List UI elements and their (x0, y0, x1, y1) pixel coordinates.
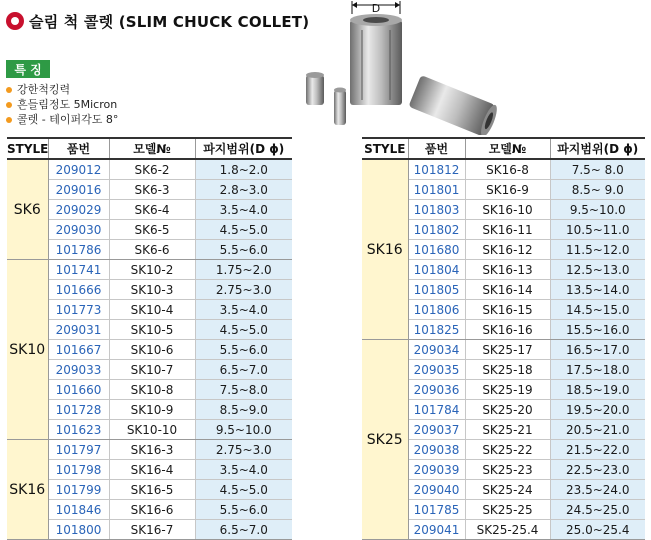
range-cell: 4.5~5.0 (195, 220, 292, 240)
table-row (7, 220, 292, 240)
model-cell: SK25-25 (465, 500, 550, 520)
model-cell: SK10-6 (109, 340, 195, 360)
code-cell: 209016 (48, 180, 109, 200)
code-cell: 101784 (408, 400, 465, 420)
code-cell: 101801 (408, 180, 465, 200)
table-row (7, 360, 292, 380)
code-cell: 101846 (48, 500, 109, 520)
title-row (6, 8, 309, 34)
code-cell: 101799 (48, 480, 109, 500)
table-row (7, 240, 292, 260)
feature-list (6, 82, 118, 127)
code-cell: 101806 (408, 300, 465, 320)
model-cell: SK10-8 (109, 380, 195, 400)
collet-product-image (300, 0, 500, 135)
right-table-body (362, 159, 645, 540)
range-cell: 16.5~17.0 (550, 340, 645, 360)
range-cell: 5.5~6.0 (195, 240, 292, 260)
table-row (7, 320, 292, 340)
range-cell: 2.75~3.0 (195, 280, 292, 300)
model-cell: SK16-9 (465, 180, 550, 200)
model-cell: SK16-8 (465, 159, 550, 180)
brand-logo-icon (6, 12, 24, 30)
style-cell: SK16 (362, 159, 408, 340)
page-title: 슬림 척 콜렛 (SLIM CHUCK COLLET) (29, 12, 310, 31)
model-cell: SK10-2 (109, 260, 195, 280)
model-cell: SK6-3 (109, 180, 195, 200)
small-collet-icon (306, 75, 324, 105)
model-cell: SK16-12 (465, 240, 550, 260)
feature-text: 강한척킹력 (17, 83, 71, 96)
col-range-header: 파지범위(D ϕ) (550, 138, 645, 159)
code-cell: 209039 (408, 460, 465, 480)
model-cell: SK16-6 (109, 500, 195, 520)
code-cell: 209036 (408, 380, 465, 400)
table-row (7, 420, 292, 440)
range-cell: 8.5~ 9.0 (550, 180, 645, 200)
code-cell: 101773 (48, 300, 109, 320)
col-code-header: 품번 (48, 138, 109, 159)
table-row (7, 460, 292, 480)
code-cell: 101728 (48, 400, 109, 420)
code-cell: 101797 (48, 440, 109, 460)
model-cell: SK10-10 (109, 420, 195, 440)
code-cell: 101667 (48, 340, 109, 360)
model-cell: SK25-23 (465, 460, 550, 480)
large-collet-icon (350, 20, 402, 105)
model-cell: SK16-14 (465, 280, 550, 300)
table-row (7, 159, 292, 180)
code-cell: 101802 (408, 220, 465, 240)
range-cell: 15.5~16.0 (550, 320, 645, 340)
left-spec-table (7, 137, 292, 540)
code-cell: 101825 (408, 320, 465, 340)
feature-item (6, 82, 118, 97)
model-cell: SK25-19 (465, 380, 550, 400)
dimension-label: D (371, 2, 381, 15)
range-cell: 9.5~10.0 (550, 200, 645, 220)
code-cell: 101812 (408, 159, 465, 180)
col-code-header: 품번 (408, 138, 465, 159)
range-cell: 3.5~4.0 (195, 460, 292, 480)
code-cell: 101680 (408, 240, 465, 260)
code-cell: 101798 (48, 460, 109, 480)
col-style-header: STYLE (7, 138, 48, 159)
model-cell: SK25-17 (465, 340, 550, 360)
range-cell: 2.8~3.0 (195, 180, 292, 200)
model-cell: SK10-5 (109, 320, 195, 340)
model-cell: SK6-2 (109, 159, 195, 180)
model-cell: SK16-13 (465, 260, 550, 280)
bullet-icon (6, 102, 12, 108)
model-cell: SK16-4 (109, 460, 195, 480)
code-cell: 209037 (408, 420, 465, 440)
model-cell: SK25-20 (465, 400, 550, 420)
model-cell: SK6-6 (109, 240, 195, 260)
range-cell: 3.5~4.0 (195, 300, 292, 320)
model-cell: SK6-4 (109, 200, 195, 220)
range-cell: 11.5~12.0 (550, 240, 645, 260)
range-cell: 8.5~9.0 (195, 400, 292, 420)
code-cell: 101785 (408, 500, 465, 520)
code-cell: 101786 (48, 240, 109, 260)
model-cell: SK16-5 (109, 480, 195, 500)
col-model-header: 모델№ (109, 138, 195, 159)
range-cell: 19.5~20.0 (550, 400, 645, 420)
model-cell: SK10-9 (109, 400, 195, 420)
code-cell: 101660 (48, 380, 109, 400)
code-cell: 101803 (408, 200, 465, 220)
range-cell: 24.5~25.0 (550, 500, 645, 520)
table-row (7, 340, 292, 360)
range-cell: 5.5~6.0 (195, 340, 292, 360)
table-row (7, 300, 292, 320)
table-row (7, 500, 292, 520)
range-cell: 2.75~3.0 (195, 440, 292, 460)
model-cell: SK16-3 (109, 440, 195, 460)
range-cell: 21.5~22.0 (550, 440, 645, 460)
code-cell: 209040 (408, 480, 465, 500)
col-style-header: STYLE (362, 138, 408, 159)
feature-item (6, 97, 118, 112)
range-cell: 18.5~19.0 (550, 380, 645, 400)
table-row (362, 159, 645, 180)
range-cell: 17.5~18.0 (550, 360, 645, 380)
model-cell: SK25-21 (465, 420, 550, 440)
model-cell: SK25-25.4 (465, 520, 550, 540)
model-cell: SK10-3 (109, 280, 195, 300)
col-model-header: 모델№ (465, 138, 550, 159)
range-cell: 5.5~6.0 (195, 500, 292, 520)
model-cell: SK25-22 (465, 440, 550, 460)
bullet-icon (6, 87, 12, 93)
feature-text: 흔들림정도 5Micron (17, 98, 118, 111)
range-cell: 3.5~4.0 (195, 200, 292, 220)
right-spec-table (362, 137, 645, 540)
left-table-body (7, 159, 292, 540)
range-cell: 23.5~24.0 (550, 480, 645, 500)
code-cell: 101800 (48, 520, 109, 540)
feature-item (6, 112, 118, 127)
range-cell: 9.5~10.0 (195, 420, 292, 440)
model-cell: SK6-5 (109, 220, 195, 240)
range-cell: 14.5~15.0 (550, 300, 645, 320)
range-cell: 10.5~11.0 (550, 220, 645, 240)
code-cell: 101804 (408, 260, 465, 280)
model-cell: SK16-7 (109, 520, 195, 540)
code-cell: 101623 (48, 420, 109, 440)
range-cell: 13.5~14.0 (550, 280, 645, 300)
range-cell: 4.5~5.0 (195, 320, 292, 340)
code-cell: 209038 (408, 440, 465, 460)
code-cell: 209035 (408, 360, 465, 380)
model-cell: SK10-4 (109, 300, 195, 320)
feature-text: 콜렛 - 테이퍼각도 8° (17, 113, 119, 126)
table-row (7, 440, 292, 460)
table-row (7, 260, 292, 280)
model-cell: SK25-18 (465, 360, 550, 380)
code-cell: 209029 (48, 200, 109, 220)
code-cell: 209041 (408, 520, 465, 540)
model-cell: SK16-15 (465, 300, 550, 320)
features-badge: 특 징 (6, 60, 50, 78)
code-cell: 209031 (48, 320, 109, 340)
range-cell: 6.5~7.0 (195, 360, 292, 380)
table-row (7, 180, 292, 200)
code-cell: 209030 (48, 220, 109, 240)
table-row (7, 200, 292, 220)
range-cell: 6.5~7.0 (195, 520, 292, 540)
model-cell: SK25-24 (465, 480, 550, 500)
table-header-row (7, 138, 292, 159)
range-cell: 12.5~13.0 (550, 260, 645, 280)
code-cell: 101741 (48, 260, 109, 280)
code-cell: 101805 (408, 280, 465, 300)
range-cell: 4.5~5.0 (195, 480, 292, 500)
table-header-row (362, 138, 645, 159)
table-row (7, 280, 292, 300)
table-row (7, 480, 292, 500)
tiny-collet-icon (334, 90, 346, 125)
code-cell: 209012 (48, 159, 109, 180)
style-cell: SK25 (362, 340, 408, 540)
model-cell: SK16-16 (465, 320, 550, 340)
style-cell: SK6 (7, 159, 48, 260)
style-cell: SK16 (7, 440, 48, 540)
code-cell: 209033 (48, 360, 109, 380)
range-cell: 7.5~ 8.0 (550, 159, 645, 180)
lying-collet-icon (408, 75, 500, 135)
table-row (7, 380, 292, 400)
range-cell: 7.5~8.0 (195, 380, 292, 400)
model-cell: SK16-10 (465, 200, 550, 220)
range-cell: 20.5~21.0 (550, 420, 645, 440)
code-cell: 101666 (48, 280, 109, 300)
model-cell: SK16-11 (465, 220, 550, 240)
table-row (362, 340, 645, 360)
code-cell: 209034 (408, 340, 465, 360)
range-cell: 1.75~2.0 (195, 260, 292, 280)
model-cell: SK10-7 (109, 360, 195, 380)
bullet-icon (6, 117, 12, 123)
col-range-header: 파지범위(D ϕ) (195, 138, 292, 159)
range-cell: 22.5~23.0 (550, 460, 645, 480)
style-cell: SK10 (7, 260, 48, 440)
range-cell: 1.8~2.0 (195, 159, 292, 180)
range-cell: 25.0~25.4 (550, 520, 645, 540)
table-row (7, 400, 292, 420)
